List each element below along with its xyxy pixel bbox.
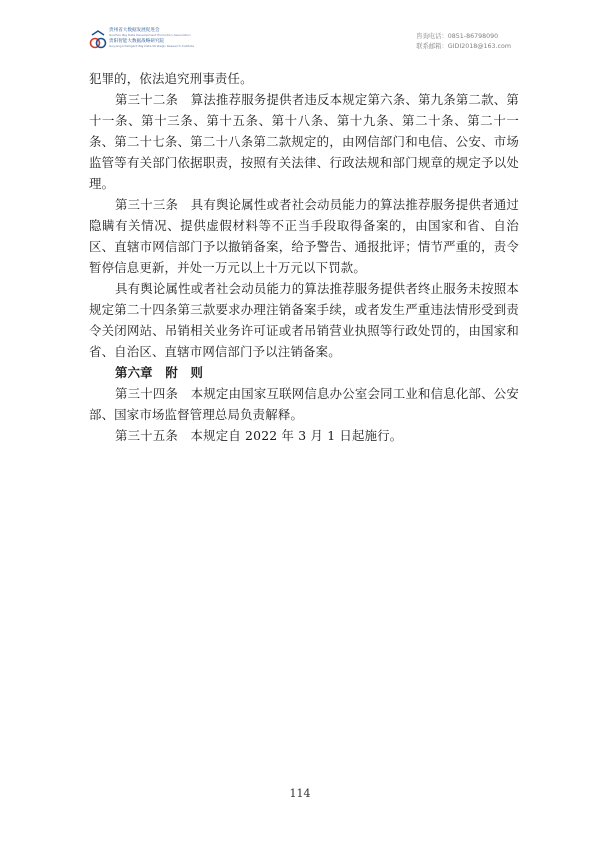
logo-mark-icon — [89, 29, 107, 49]
contact-email: 联系邮箱：GIDI2018@163.com — [416, 43, 511, 50]
article-32: 第三十二条 算法推荐服务提供者违反本规定第六条、第九条第二款、第十一条、第十三条、第十五条、第十八条、第十九条、第二十条、第二十一条、第二十七条、第二十八条第二款规定的，由网信部门和电信、公安、市场监管等有关部门依据职责，按照有关法律、行政法规和部门规章的规定予以处理。 — [89, 92, 519, 191]
article-33-paragraph-2: 具有舆论属性或者社会动员能力的算法推荐服务提供者终止服务未按照本规定第二十四条第三款要求办理注销备案手续，或者发生严重违法情形受到责令关闭网站、吊销相关业务许可证或者吊销营业执照等行政处罚的，由国家和省、自治区、直辖市网信部门予以注销备案。 — [89, 281, 519, 359]
chapter-heading: 第六章 附 则 — [115, 365, 204, 380]
document-body — [89, 68, 519, 446]
article-33: 第三十三条 具有舆论属性或者社会动员能力的算法推荐服务提供者通过隐瞒有关情况、提供虚假材料等不正当手段取得备案的，由国家和省、自治区、直辖市网信部门予以撤销备案，给予警告、通报批评；情节严重的，责令暂停信息更新，并处一万元以上十万元以下罚款。 — [89, 197, 519, 275]
article-34: 第三十四条 本规定由国家互联网信息办公室会同工业和信息化部、公安部、国家市场监督管理总局负责解释。 — [89, 386, 519, 422]
page-header — [0, 0, 600, 60]
contact-phone: 咨询电话：0851-86798090 — [416, 33, 499, 40]
logo-line-2-en: Guiyang Intelligent Big Data Strategic Research Institute — [109, 44, 195, 48]
organization-logo — [89, 28, 239, 52]
paragraph-continuation: 犯罪的，依法追究刑事责任。 — [89, 71, 253, 86]
logo-line-2: 贵阳智能大数据战略研究院 — [109, 39, 165, 44]
page-number: 114 — [289, 787, 311, 800]
logo-line-1: 贵州省大数据发展促进会 — [109, 28, 160, 33]
contact-info — [416, 32, 511, 52]
logo-line-1-en: Guizhou Big Data Development Promotion Association — [109, 33, 191, 37]
article-35: 第三十五条 本规定自 2022 年 3 月 1 日起施行。 — [115, 428, 403, 443]
